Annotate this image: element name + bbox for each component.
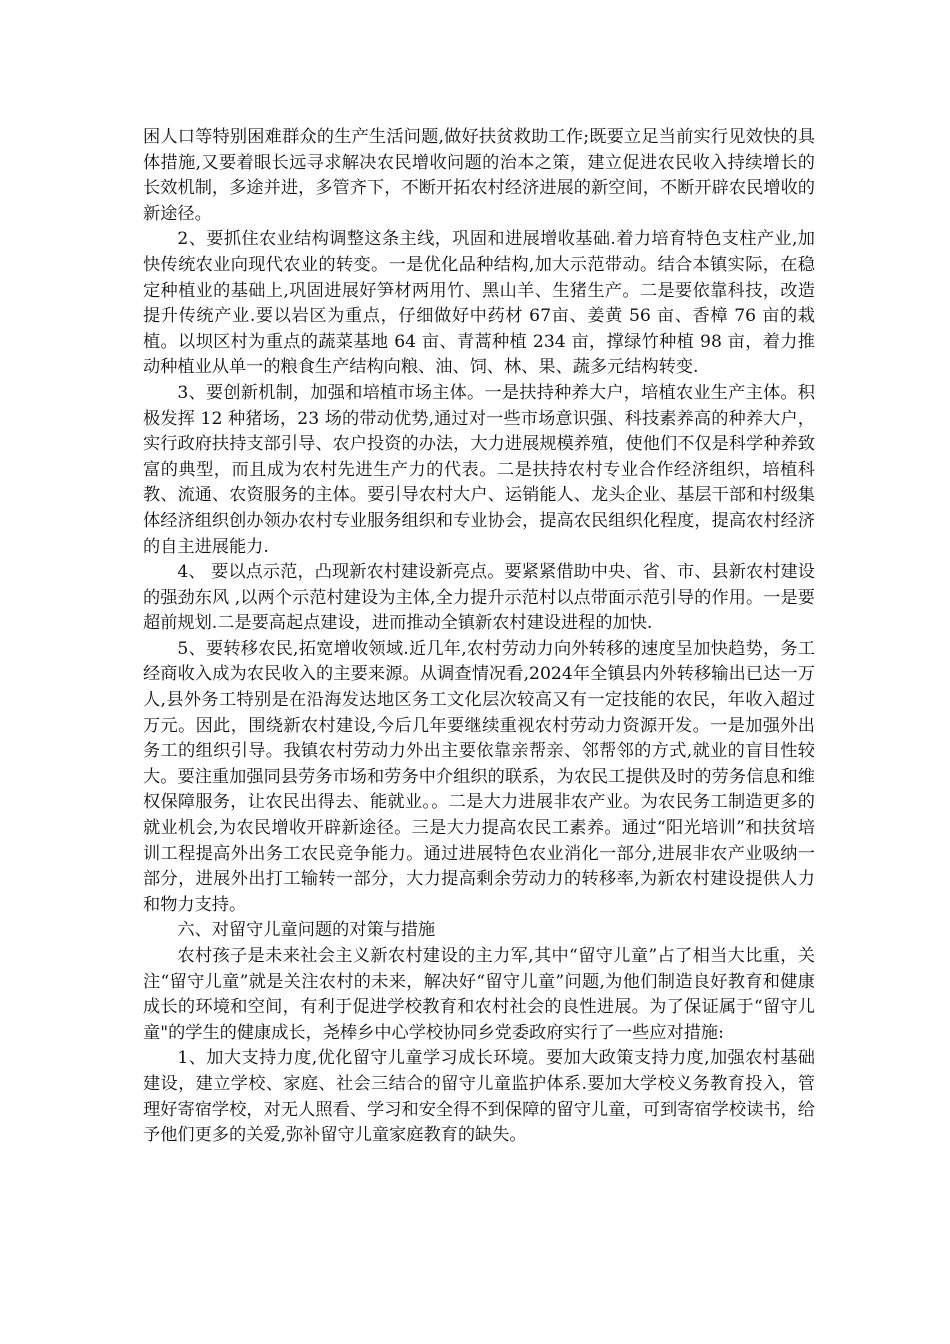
document-page [143,125,815,1149]
paragraph-3: 3、要创新机制，加强和培植市场主体。一是扶持种养大户，培植农业生产主体。积极发挥 12 种猪场，23 场的带动优势,通过对一些市场意识强、科技素养高的种养大户，实行政府扶持支部引导、农户投资的办法，大力进展规模养殖，使他们不仅是科学种养致富的典型，而且成为农村先进生产力的代表。二是扶持农村专业合作经济组织，培植科教、流通、农资服务的主体。要引导农村大户、运销能人、龙头企业、基层干部和村级集体经济组织创办领办农村专业服务组织和专业协会，提高农民组织化程度，提高农村经济的自主进展能力. [143,382,815,557]
paragraph-7: 农村孩子是未来社会主义新农村建设的主力军,其中“留守儿童”占了相当大比重，关注“留守儿童”就是关注农村的未来，解决好“留守儿童”问题,为他们制造良好教育和健康成长的环境和空间，有利于促进学校教育和农村社会的良性进展。为了保证属于“留守儿童"的学生的健康成长，尧棒乡中心学校协同乡党委政府实行了一些应对措施: [143,946,815,1043]
section-heading-6: 六、对留守儿童问题的对策与措施 [177,920,436,941]
paragraph-5: 5、要转移农民,拓宽增收领域.近几年,农村劳动力向外转移的速度呈加快趋势，务工经商收入成为农民收入的主要来源。从调查情况看,2024年全镇县内外转移输出已达一万人,县外务工特别是在沿海发达地区务工文化层次较高又有一定技能的农民，年收入超过万元。因此，围绕新农村建设,今后几年要继续重视农村劳动力资源开发。一是加强外出务工的组织引导。我镇农村劳动力外出主要依靠亲帮亲、邻帮邻的方式,就业的盲目性较大。要注重加强同县劳务市场和劳务中介组织的联系，为农民工提供及时的劳务信息和维权保障服务，让农民出得去、能就业。。二是大力进展非农产业。为农民务工制造更多的就业机会,为农民增收开辟新途径。三是大力提高农民工素养。通过“阳光培训”和扶贫培训工程提高外出务工农民竞争能力。通过进展特色农业消化一部分,进展非农产业吸纳一部分，进展外出打工输转一部分，大力提高剩余劳动力的转移率,为新农村建设提供人力和物力支持。 [143,638,815,915]
paragraph-8: 1、加大支持力度,优化留守儿童学习成长环境。要加大政策支持力度,加强农村基础建设，建立学校、家庭、社会三结合的留守儿童监护体系.要加大学校义务教育投入，管理好寄宿学校，对无人照看、学习和安全得不到保障的留守儿童，可到寄宿学校读书，给予他们更多的关爱,弥补留守儿童家庭教育的缺失。 [143,1048,815,1146]
paragraph-1: 困人口等特别困难群众的生产生活问题,做好扶贫救助工作;既要立足当前实行见效快的具体措施,又要着眼长远寻求解决农民增收问题的治本之策，建立促进农民收入持续增长的长效机制，多途并进，多管齐下，不断开拓农村经济进展的新空间，不断开辟农民增收的新途径。 [143,127,815,224]
paragraph-2: 2、要抓住农业结构调整这条主线，巩固和进展增收基础.着力培育特色支柱产业,加快传统农业向现代农业的转变。一是优化品种结构,加大示范带动。结合本镇实际，在稳定种植业的基础上,巩固进展好笋材两用竹、黑山羊、生猪生产。二是要依靠科技，改造提升传统产业.要以岩区为重点，仔细做好中药材 67亩、姜黄 56 亩、香樟 76 亩的栽植。以坝区村为重点的蔬菜基地 64 亩、青蒿种植 234 亩，撑绿竹种植 98 亩，着力推动种植业从单一的粮食生产结构向粮、油、饲、林、果、蔬多元结构转变. [143,229,815,378]
paragraph-4: 4、 要以点示范，凸现新农村建设新亮点。要紧紧借助中央、省、市、县新农村建设的强劲东风 ,以两个示范村建设为主体,全力提升示范村以点带面示范引导的作用。一是要超前规划.二是要高起点建设，进而推动全镇新农村建设进程的加快. [143,562,815,634]
